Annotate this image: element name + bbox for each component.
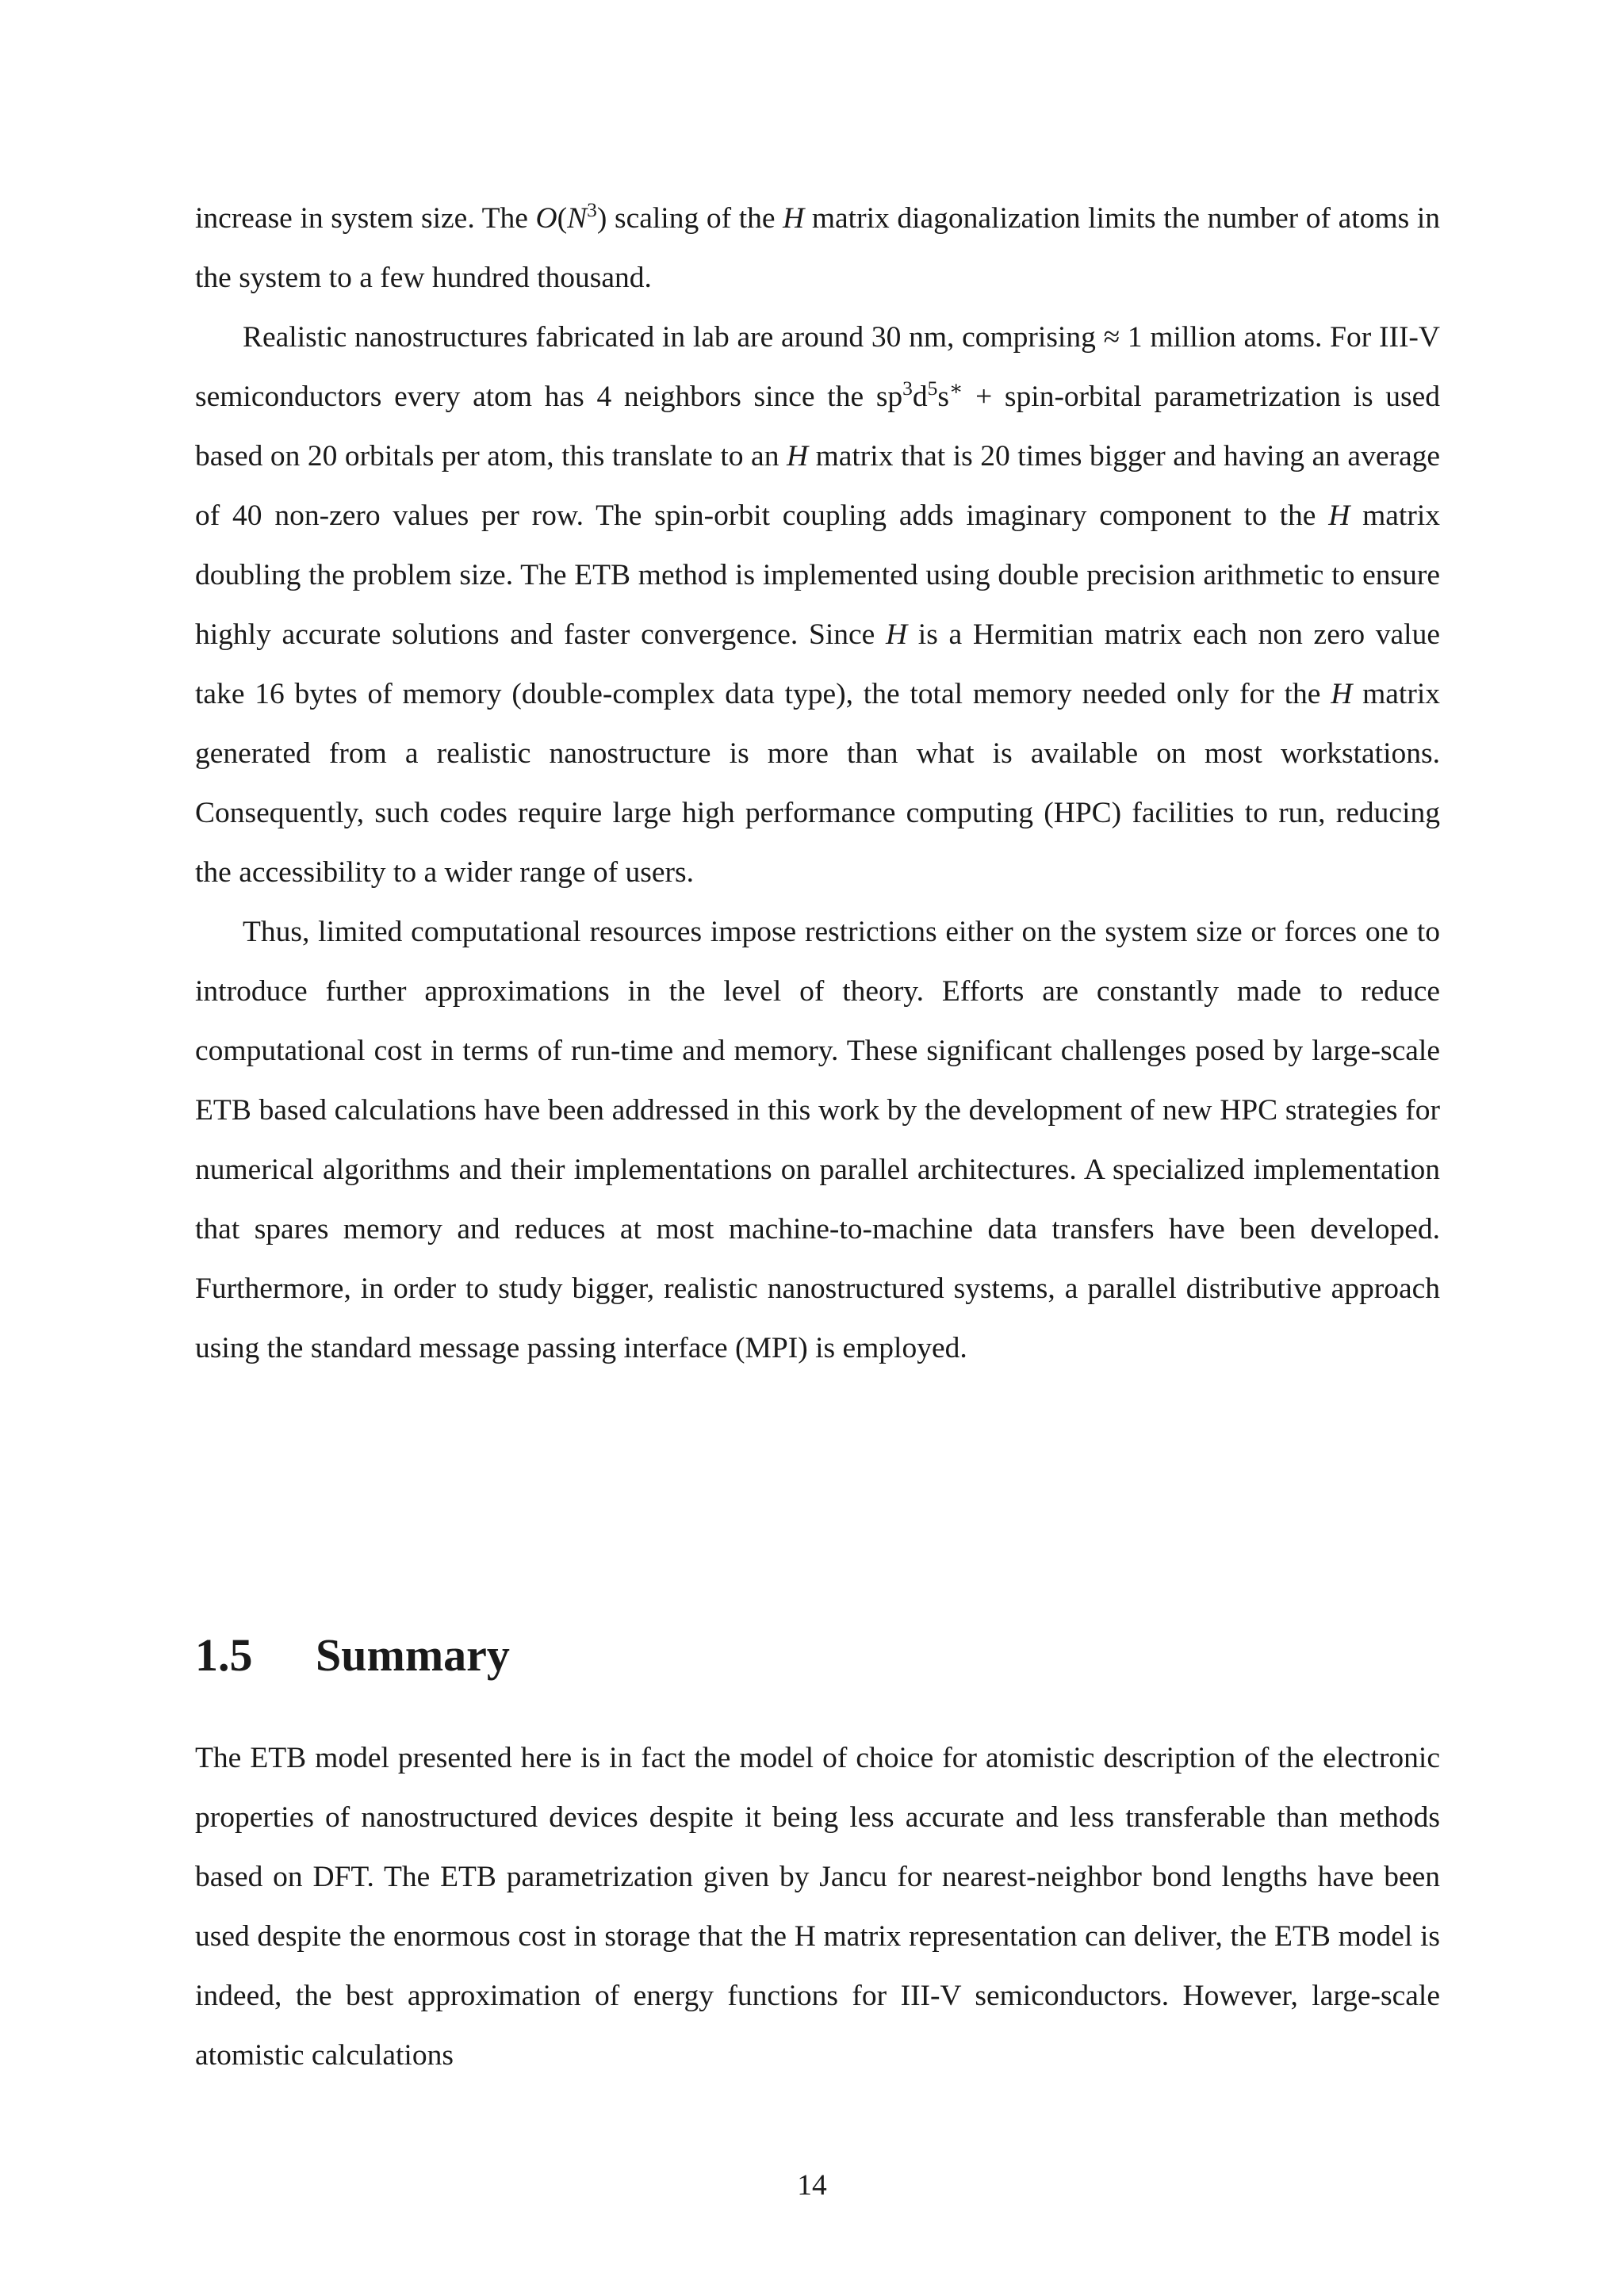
text: is a Hermitian matrix each non zero value take 16 bytes of memory (double-complex data type), the total memory needed only for the: [195, 618, 1440, 710]
paragraph-computational-resources: Thus, limited computational resources impose restrictions either on the system size or forces one to introduce further approximations in the level of theory. Efforts are constantly made to reduce computational cost in terms of run-time and memory. These significant challenges posed by large-scale ETB based calculations have been addressed in this work by the development of new HPC strategies for numerical algorithms and their implementations on parallel architectures. A specialized implementation that spares memory and reduces at most machine-to-machine data transfers have been developed. Furthermore, in order to study bigger, realistic nanostructured systems, a parallel distributive approach using the standard message passing interface (MPI) is employed.: [195, 916, 1440, 1364]
math-symbol: H: [786, 440, 809, 473]
text: increase in system size. The: [195, 202, 536, 235]
math-symbol: H: [886, 618, 908, 651]
math-symbol: O: [535, 202, 557, 235]
text: (: [557, 202, 568, 235]
superscript: 3: [902, 376, 913, 400]
paragraph-realistic-nanostructures: [195, 308, 1440, 902]
section-heading: [195, 1624, 510, 1687]
superscript: ∗: [949, 376, 963, 400]
body-text: [195, 189, 1440, 1378]
page-number: 14: [797, 2169, 827, 2202]
paragraph-summary: The ETB model presented here is in fact the model of choice for atomistic description of the electronic properties of nanostructured devices despite it being less accurate and less transferable than methods based on DFT. The ETB parametrization given by Jancu for nearest-neighbor bond lengths have been used despite the enormous cost in storage that the H matrix representation can deliver, the ETB model is indeed, the best approximation of energy functions for III-V semiconductors. However, large-scale atomistic calculations: [195, 1742, 1440, 2072]
math-symbol: N: [567, 202, 588, 235]
text: ) scaling of the: [596, 202, 783, 235]
text: s: [937, 381, 950, 413]
math-symbol: H: [1328, 499, 1350, 532]
text: + spin-orbital parametrization is used based on 20 orbitals per atom, this translate to an: [195, 381, 1441, 473]
text: matrix that is 20 times bigger and having an average of 40 non-zero values per row. The spin-orbit coupling adds imaginary component to the: [195, 440, 1440, 532]
summary-text: [195, 1728, 1440, 2085]
text: matrix generated from a realistic nanostructure is more than what is available on most workstations. Consequently, such codes require large high performance computing (HPC) facilities to run, reducing the accessibility to a wider range of users.: [195, 678, 1441, 889]
superscript: 5: [927, 376, 938, 400]
superscript: 3: [587, 197, 597, 221]
section-title: Summary: [316, 1629, 510, 1681]
section-number: 1.5: [195, 1629, 253, 1681]
text: Realistic nanostructures fabricated in lab are around 30 nm, comprising ≈ 1 million atoms. For III-V semiconductors every atom has 4 neighbors since the sp: [195, 321, 1440, 413]
math-symbol: H: [783, 202, 805, 235]
text: matrix doubling the problem size. The ETB method is implemented using double precision arithmetic to ensure highly accurate solutions and faster convergence. Since: [195, 499, 1440, 651]
paragraph-scaling: [195, 189, 1440, 308]
math-symbol: H: [1331, 678, 1353, 710]
text: matrix diagonalization limits the number of atoms in the system to a few hundred thousand.: [195, 202, 1441, 294]
text: d: [912, 381, 928, 413]
